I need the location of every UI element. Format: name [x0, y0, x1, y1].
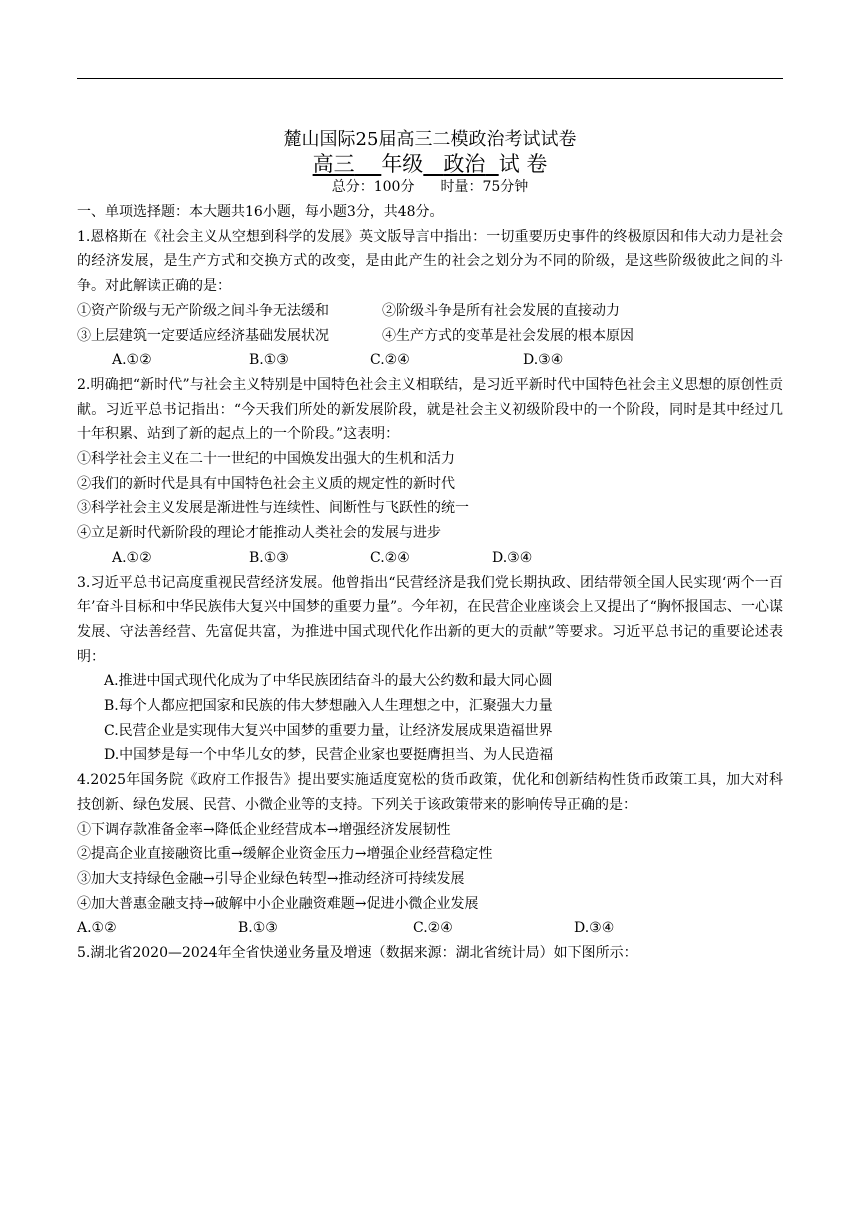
subject: 政治: [443, 152, 486, 176]
question-2-statement-3: ③科学社会主义发展是渐进性与连续性、间断性与飞跃性的统一: [77, 500, 469, 517]
question-1-statement-3: ③上层建筑一定要适应经济基础发展状况: [77, 327, 329, 344]
section-heading: 一、单项选择题：本大题共16小题，每小题3分，共48分。: [77, 204, 444, 220]
question-4-options: [77, 916, 783, 941]
question-4-option-b: B.①③: [238, 920, 278, 937]
question-4-stem: 4.2025年国务院《政府工作报告》提出要实施适度宽松的货币政策，优化和创新结构性货币政策工具，加大对科技创新、绿色发展、民营、小微企业等的支持。下列关于该政策带来的影响传导正确的是：: [77, 772, 783, 813]
question-4-statement-2: ②提高企业直接融资比重→缓解企业资金压力→增强企业经营稳定性: [77, 846, 493, 863]
time-limit: 时量：75分钟: [440, 179, 529, 195]
question-1-options: [77, 348, 783, 373]
question-4-statement-4: ④加大普惠金融支持→破解中小企业融资难题→促进小微企业发展: [77, 895, 479, 912]
question-2-option-b: B.①③: [249, 549, 289, 566]
question-1-statements-row2: [77, 324, 783, 349]
question-1-stem: 1.恩格斯在《社会主义从空想到科学的发展》英文版导言中指出：一切重要历史事件的终极原因和伟大动力是社会的经济发展，是生产方式和交换方式的改变，是由此产生的社会之划分为不同的阶级，是这些阶级彼此之间的斗争。对此解读正确的是：: [77, 228, 783, 295]
exam-title: 麓山国际25届高三二模政治考试试卷: [283, 129, 577, 150]
question-3-option-b: B.每个人都应把国家和民族的伟大梦想融入人生理想之中，汇聚强大力量: [104, 698, 553, 715]
question-1-statements-row1: [77, 299, 783, 324]
grade-blank: [355, 152, 382, 176]
question-1-statement-2: ②阶级斗争是所有社会发展的直接动力: [382, 302, 620, 319]
question-1-statement-1: ①资产阶级与无产阶级之间斗争无法缓和: [77, 302, 329, 319]
question-5-stem: 5.湖北省2020—2024年全省快递业务量及增速（数据来源：湖北省统计局）如下图所示：: [77, 945, 638, 962]
question-1-option-d: D.③④: [523, 352, 564, 369]
subject-pad-left: [423, 152, 443, 176]
paper-label: 试 卷: [498, 152, 548, 176]
question-4-statement-1: ①下调存款准备金率→降低企业经营成本→增强经济发展韧性: [77, 821, 451, 838]
question-2-statement-4: ④立足新时代新阶段的理论才能推动人类社会的发展与进步: [77, 525, 441, 542]
total-score: 总分：100分: [331, 179, 415, 195]
question-2-stem: 2.明确把“新时代”与社会主义特别是中国特色社会主义相联结，是习近平新时代中国特色社会主义思想的原创性贡献。习近平总书记指出：“今天我们所处的新发展阶段，就是社会主义初级阶段中的一个阶段，同时是其中经过几十年积累、站到了新的起点上的一个阶段。”这表明：: [77, 376, 783, 443]
subject-pad-right: [485, 152, 498, 176]
question-1-option-c: C.②④: [370, 352, 410, 369]
question-3-stem: 3.习近平总书记高度重视民营经济发展。他曾指出“民营经济是我们党长期执政、团结带领全国人民实现‘两个一百年’奋斗目标和中华民族伟大复兴中国梦的重要力量”。今年初，在民营企业座谈会上又提出了“胸怀报国志、一心谋发展、守法善经营、先富促共富，为推进中国式现代化作出新的更大的贡献”等要求。习近平总书记的重要论述表明：: [77, 574, 783, 665]
question-3-option-c: C.民营企业是实现伟大复兴中国梦的重要力量，让经济发展成果造福世界: [104, 722, 553, 739]
exam-meta: [0, 177, 860, 197]
question-2-option-a: A.①②: [112, 549, 152, 566]
header-rule: [77, 78, 783, 79]
question-2-statement-2: ②我们的新时代是具有中国特色社会主义质的规定性的新时代: [77, 475, 455, 492]
question-4-statement-3: ③加大支持绿色金融→引导企业绿色转型→推动经济可持续发展: [77, 870, 465, 887]
question-1-option-a: A.①②: [112, 352, 152, 369]
question-1-statement-4: ④生产方式的变革是社会发展的根本原因: [382, 327, 634, 344]
question-2-option-c: C.②④: [370, 549, 410, 566]
question-4-option-d: D.③④: [574, 920, 615, 937]
exam-subtitle: [0, 150, 860, 178]
question-1-option-b: B.①③: [249, 352, 289, 369]
question-4-option-a: A.①②: [77, 920, 117, 937]
grade-prefix: 高三: [312, 152, 355, 176]
question-3-option-d: D.中国梦是每一个中华儿女的梦，民营企业家也要挺膺担当、为人民造福: [104, 747, 554, 764]
question-4-option-c: C.②④: [413, 920, 453, 937]
question-2-options: [77, 546, 783, 571]
question-2-option-d: D.③④: [492, 549, 533, 566]
question-3-option-a: A.推进中国式现代化成为了中华民族团结奋斗的最大公约数和最大同心圆: [104, 673, 553, 690]
exam-content: [77, 200, 783, 966]
question-2-statement-1: ①科学社会主义在二十一世纪的中国焕发出强大的生机和活力: [77, 451, 455, 468]
grade-label: 年级: [381, 152, 424, 176]
